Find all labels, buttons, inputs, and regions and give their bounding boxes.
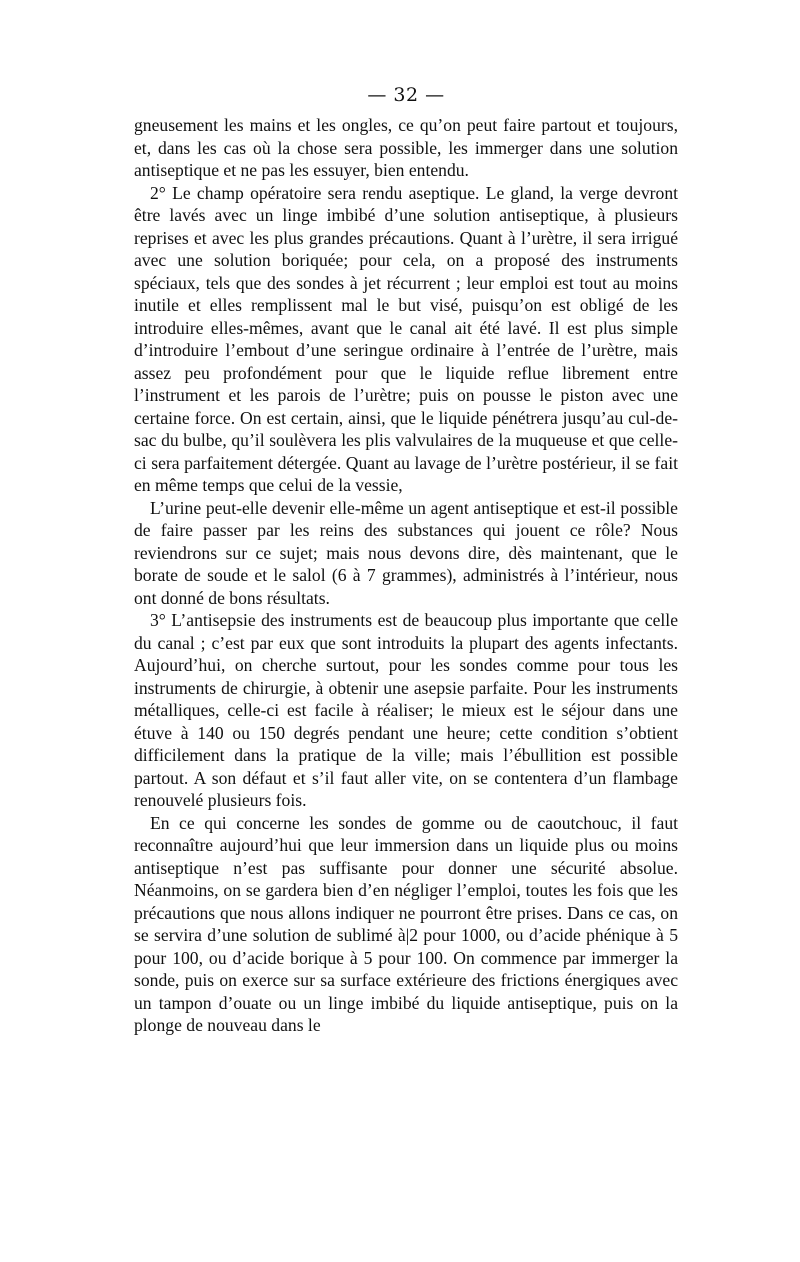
page-number: — 32 — <box>367 84 445 106</box>
paragraph-instrument-antisepsis: 3° L’antisepsie des instruments est de beaucoup plus importante que celle du canal ; c’est par eux que sont introduits la plupart des agents infectants. Aujourd’hui, on cherche surtout, pour les sondes comme pour tous les instruments de chirurgie, à obtenir une asepsie parfaite. Pour les instruments métalliques, celle-ci est facile à réaliser; le mieux est le séjour dans une étuve à 140 ou 150 degrés pendant une heure; cette condition s’obtient difficilement dans la pratique de la ville; mais l’ébullition est possible partout. A son défaut et s’il faut aller vite, on se contentera d’un flambage renouvelé plusieurs fois. <box>134 610 678 810</box>
book-page <box>134 84 678 1037</box>
page-body <box>134 114 678 1037</box>
paragraph-operating-field: 2° Le champ opératoire sera rendu aseptique. Le gland, la verge devront être lavés avec un linge imbibé d’une solution antiseptique, à plusieurs reprises et avec les plus grandes précautions. Quant à l’urètre, il sera irrigué avec une solution boriquée; pour cela, on a proposé des instruments spéciaux, tels que des sondes à jet récurrent ; leur emploi est tout au moins inutile et elles remplissent mal le but visé, puisqu’on est obligé de les introduire elles-mêmes, avant que le canal ait été lavé. Il est plus simple d’introduire l’embout d’une seringue ordinaire à l’entrée de l’urètre, mais assez peu profondément pour que le liquide reflue librement entre l’instrument et les parois de l’urètre; puis on pousse le piston avec une certaine force. On est certain, ainsi, que le liquide pénétrera jusqu’au cul-de-sac du bulbe, qu’il soulèvera les plis valvulaires de la muqueuse et que celle-ci sera parfaitement détergée. Quant au lavage de l’urètre postérieur, il se fait en même temps que celui de la vessie, <box>134 182 678 495</box>
paragraph-hand-cleaning: gneusement les mains et les ongles, ce qu’on peut faire partout et toujours, et, dans les cas où la chose sera possible, les immerger dans une solution antiseptique et ne pas les essuyer, bien entendu. <box>134 115 678 180</box>
paragraph-rubber-sondes: En ce qui concerne les sondes de gomme ou de caoutchouc, il faut reconnaître aujourd’hui que leur immersion dans un liquide plus ou moins antiseptique n’est pas suffisante pour donner une sécurité absolue. Néanmoins, on se gardera bien d’en négliger l’emploi, toutes les fois que les précautions que nous allons indiquer ne pourront être prises. Dans ce cas, on se servira d’une solution de sublimé à|2 pour 1000, ou d’acide phénique à 5 pour 100, ou d’acide borique à 5 pour 100. On commence par immerger la sonde, puis on exerce sur sa surface extérieure des frictions énergiques avec un tampon d’ouate ou un linge imbibé du liquide antiseptique, puis on la plonge de nouveau dans le <box>134 812 678 1035</box>
paragraph-urine-antiseptic: L’urine peut-elle devenir elle-même un agent antiseptique et est-il possible de faire passer par les reins des substances qui jouent ce rôle? Nous reviendrons sur ce sujet; mais nous devons dire, dès maintenant, que le borate de soude et le salol (6 à 7 grammes), administrés à l’intérieur, nous ont donné de bons résultats. <box>134 497 678 608</box>
